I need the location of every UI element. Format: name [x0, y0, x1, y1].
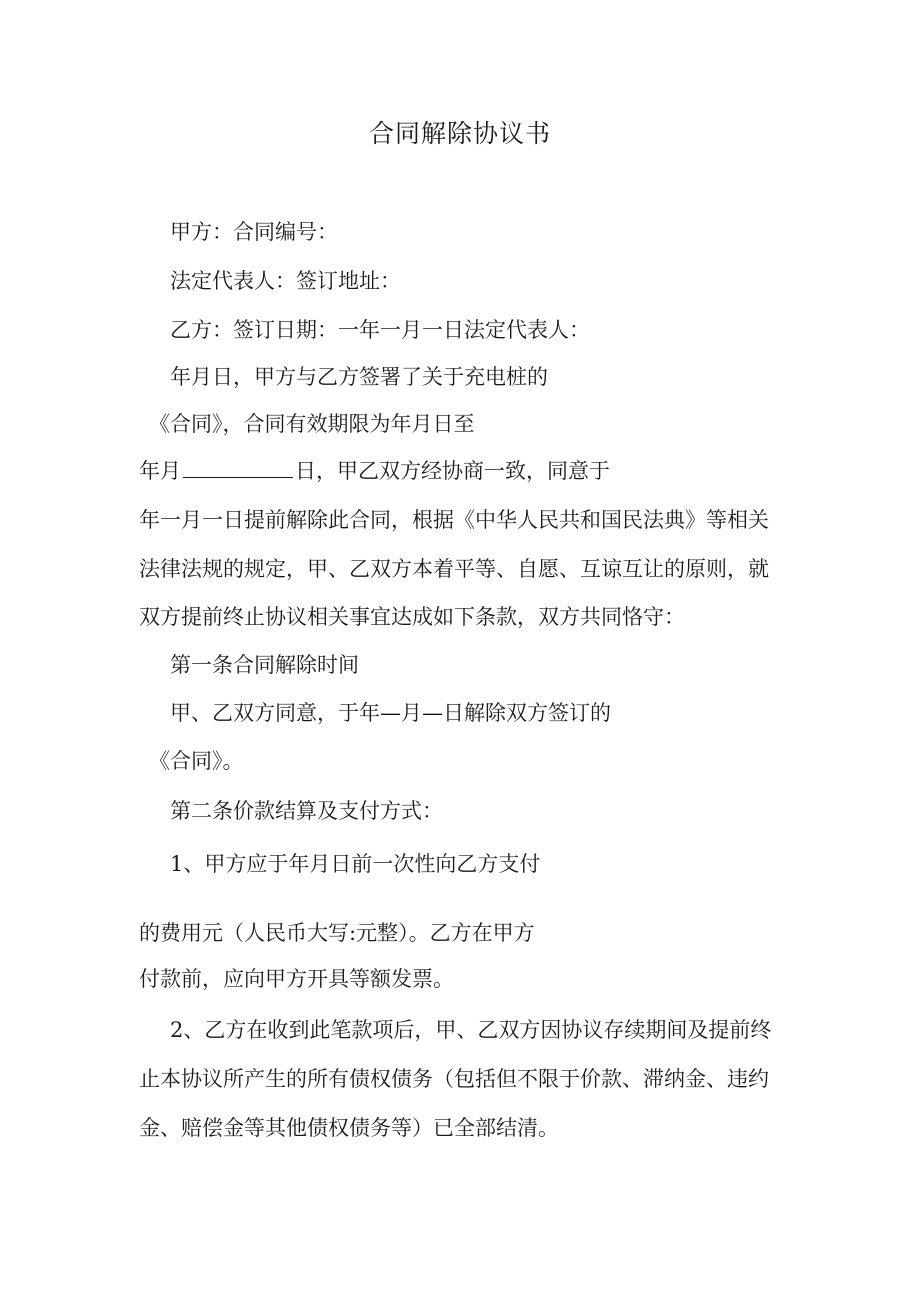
paragraph-line: 年一月一日提前解除此合同，根据《中华人民共和国民法典》等相关: [139, 508, 769, 532]
article-heading: 第一条合同解除时间: [170, 653, 359, 677]
paragraph-line: 年月日，甲方与乙方签署了关于充电桩的: [170, 365, 548, 389]
paragraph-line: 2、乙方在收到此笔款项后，甲、乙双方因协议存续期间及提前终: [170, 1018, 772, 1042]
party-a-line: 甲方：合同编号：: [170, 220, 338, 244]
paragraph-line: 1、甲方应于年月日前一次性向乙方支付: [170, 852, 541, 876]
legal-representative-line: 法定代表人：签订地址：: [170, 269, 401, 293]
paragraph-line: 止本协议所产生的所有债权债务（包括但不限于价款、滞纳金、违约: [139, 1067, 769, 1091]
paragraph-line: 金、赔偿金等其他债权债务等）已全部结清。: [139, 1116, 559, 1140]
party-b-line: 乙方：签订日期：一年一月一日法定代表人：: [170, 318, 590, 342]
paragraph-line: [139, 455, 610, 487]
article-heading: 第二条价款结算及支付方式：: [170, 799, 443, 823]
paragraph-line: 付款前，应向甲方开具等额发票。: [139, 967, 454, 991]
paragraph-line: 《合同》。: [149, 749, 244, 773]
paragraph-line: 甲、乙双方同意，于年—月—日解除双方签订的: [170, 701, 611, 725]
paragraph-line: 法律法规的规定，甲、乙双方本着平等、自愿、互谅互让的原则，就: [139, 557, 769, 581]
paragraph-line: 双方提前终止协议相关事宜达成如下条款，双方共同恪守：: [139, 605, 685, 629]
paragraph-line: 的费用元（人民币大写:元整）。乙方在甲方: [139, 921, 535, 945]
fill-in-blank[interactable]: [183, 457, 293, 478]
paragraph-line: 《合同》，合同有效期限为年月日至: [149, 412, 475, 436]
paragraph-text: 年月: [139, 459, 181, 483]
document-title: 合同解除协议书: [368, 119, 551, 148]
paragraph-text: 日，甲乙双方经协商一致，同意于: [295, 459, 610, 483]
